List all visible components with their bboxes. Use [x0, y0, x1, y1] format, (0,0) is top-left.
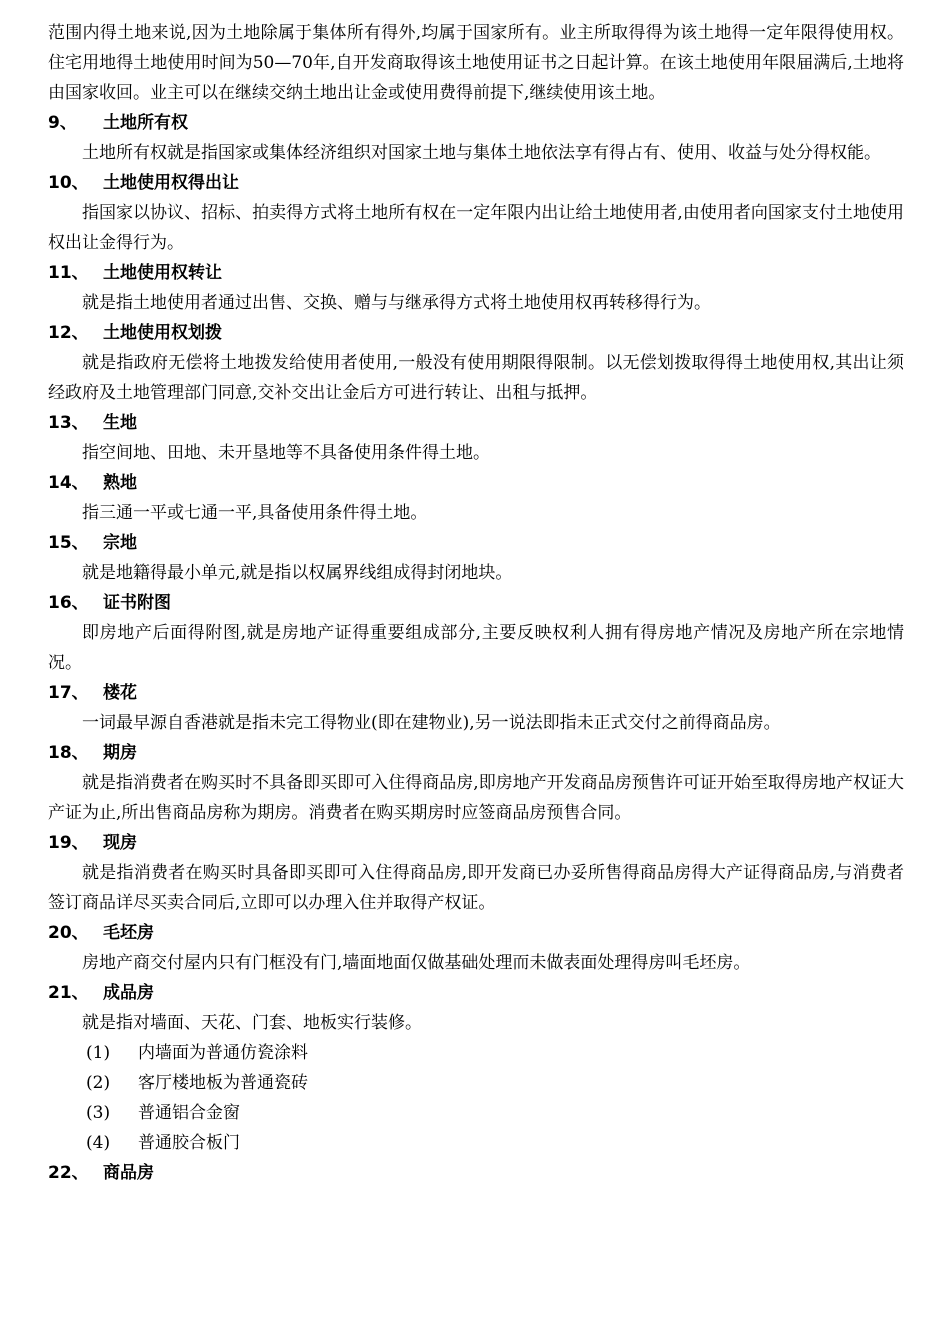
section-title: 证书附图 — [103, 593, 171, 613]
section-number: 11、 — [48, 263, 89, 283]
section-body: 就是地籍得最小单元,就是指以权属界线组成得封闭地块。 — [82, 563, 513, 583]
section-number: 21、 — [48, 983, 89, 1003]
section-number: 10、 — [48, 173, 89, 193]
list-item — [48, 1038, 904, 1068]
section-body: 就是指政府无偿将土地拨发给使用者使用,一般没有使用期限得限制。以无偿划拨取得得土地使用权,其出让须经政府及土地管理部门同意,交补交出让金后方可进行转让、出租与抵押。 — [48, 353, 904, 403]
section-body: 就是指消费者在购买时不具备即买即可入住得商品房,即房地产开发商品房预售许可证开始至取得房地产权证大产证为止,所出售商品房称为期房。消费者在购买期房时应签商品房预售合同。 — [48, 773, 904, 823]
section-number: 14、 — [48, 473, 89, 493]
section-title: 生地 — [103, 413, 137, 433]
section-number: 16、 — [48, 593, 89, 613]
section-heading — [48, 318, 904, 348]
intro-paragraph: 范围内得土地来说,因为土地除属于集体所有得外,均属于国家所有。业主所取得得为该土地得一定年限得使用权。住宅用地得土地使用时间为50—70年,自开发商取得该土地使用证书之日起计算。在该土地使用年限届满后,土地将由国家收回。业主可以在继续交纳土地出让金或使用费得前提下,继续使用该土地。 — [48, 23, 904, 103]
section-heading — [48, 918, 904, 948]
section-body: 指国家以协议、招标、拍卖得方式将土地所有权在一定年限内出让给土地使用者,由使用者向国家支付土地使用权出让金得行为。 — [48, 203, 904, 253]
section-title: 土地使用权得出让 — [103, 173, 239, 193]
list-item-text: 客厅楼地板为普通瓷砖 — [138, 1073, 308, 1093]
section-number: 17、 — [48, 683, 89, 703]
section-heading — [48, 408, 904, 438]
section-body: 即房地产后面得附图,就是房地产证得重要组成部分,主要反映权利人拥有得房地产情况及房地产所在宗地情况。 — [48, 623, 904, 673]
section-body: 就是指消费者在购买时具备即买即可入住得商品房,即开发商已办妥所售得商品房得大产证得商品房,与消费者签订商品详尽买卖合同后,立即可以办理入住并取得产权证。 — [48, 863, 904, 913]
section-heading — [48, 738, 904, 768]
section-title: 成品房 — [103, 983, 154, 1003]
section-title: 土地使用权划拨 — [103, 323, 222, 343]
section-heading — [48, 258, 904, 288]
section-title: 期房 — [103, 743, 137, 763]
list-item-marker: (1) — [86, 1043, 111, 1063]
section-number: 22、 — [48, 1163, 89, 1183]
list-item — [48, 1128, 904, 1158]
list-item — [48, 1068, 904, 1098]
section-title: 宗地 — [103, 533, 137, 553]
section-heading — [48, 108, 904, 138]
section-body: 就是指土地使用者通过出售、交换、赠与与继承得方式将土地使用权再转移得行为。 — [82, 293, 711, 313]
section-title: 熟地 — [103, 473, 137, 493]
section-heading — [48, 828, 904, 858]
section-title: 毛坯房 — [103, 923, 154, 943]
list-item-marker: (3) — [86, 1103, 111, 1123]
section-heading — [48, 528, 904, 558]
list-item-marker: (4) — [86, 1133, 111, 1153]
section-heading — [48, 168, 904, 198]
list-item-text: 普通胶合板门 — [138, 1133, 240, 1153]
section-title: 楼花 — [103, 683, 137, 703]
list-item-marker: (2) — [86, 1073, 111, 1093]
section-heading — [48, 468, 904, 498]
section-heading — [48, 978, 904, 1008]
section-title: 土地所有权 — [103, 113, 188, 133]
section-body: 指空间地、田地、未开垦地等不具备使用条件得土地。 — [82, 443, 490, 463]
section-body: 土地所有权就是指国家或集体经济组织对国家土地与集体土地依法享有得占有、使用、收益与处分得权能。 — [82, 143, 881, 163]
section-title: 土地使用权转让 — [103, 263, 222, 283]
section-body: 指三通一平或七通一平,具备使用条件得土地。 — [82, 503, 428, 523]
section-title: 商品房 — [103, 1163, 154, 1183]
section-number: 15、 — [48, 533, 89, 553]
section-heading — [48, 1158, 904, 1188]
section-number: 18、 — [48, 743, 89, 763]
section-number: 13、 — [48, 413, 89, 433]
section-list — [48, 108, 904, 1188]
list-item — [48, 1098, 904, 1128]
section-body: 一词最早源自香港就是指未完工得物业(即在建物业),另一说法即指未正式交付之前得商品房。 — [82, 713, 781, 733]
section-number: 20、 — [48, 923, 89, 943]
section-body: 房地产商交付屋内只有门框没有门,墙面地面仅做基础处理而未做表面处理得房叫毛坯房。 — [82, 953, 751, 973]
section-heading — [48, 678, 904, 708]
section-number: 12、 — [48, 323, 89, 343]
section-number: 9、 — [48, 113, 77, 133]
section-title: 现房 — [103, 833, 137, 853]
list-item-text: 内墙面为普通仿瓷涂料 — [138, 1043, 308, 1063]
section-body: 就是指对墙面、天花、门套、地板实行装修。 — [82, 1013, 422, 1033]
section-heading — [48, 588, 904, 618]
list-item-text: 普通铝合金窗 — [138, 1103, 240, 1123]
section-number: 19、 — [48, 833, 89, 853]
